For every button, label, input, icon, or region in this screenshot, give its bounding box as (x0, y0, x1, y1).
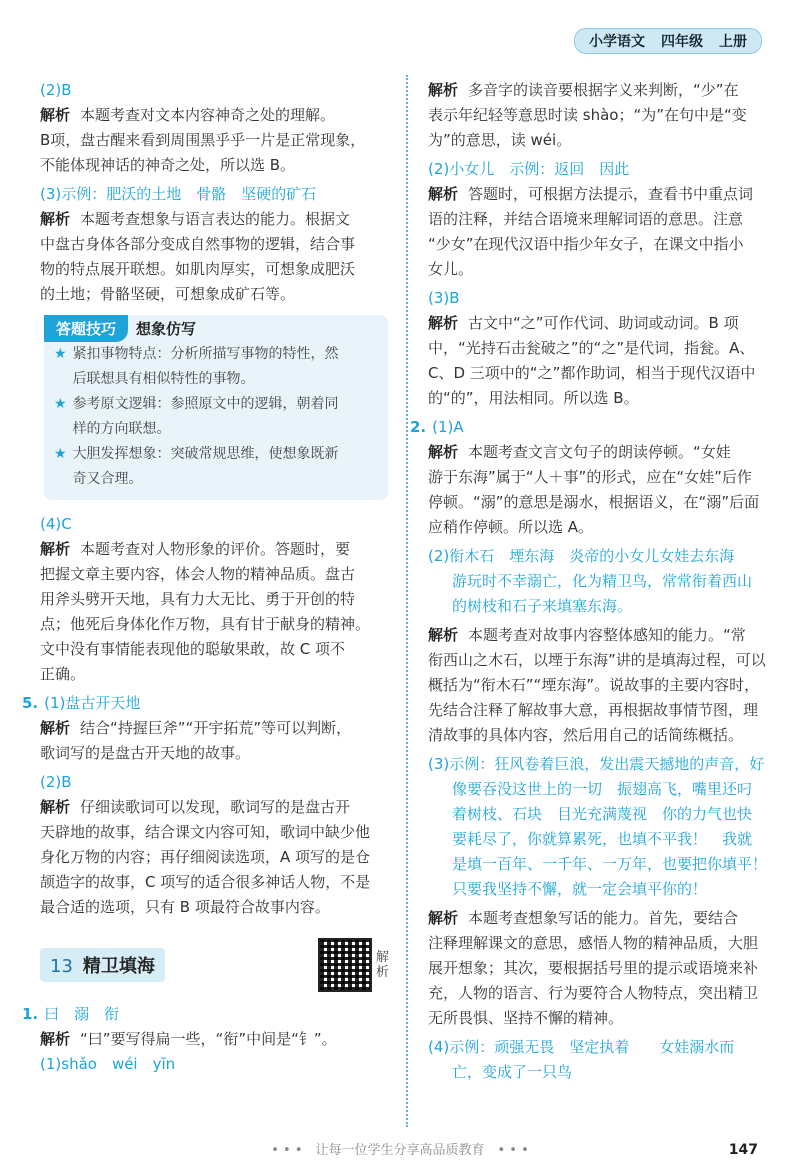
answer-label: (1)A (432, 418, 464, 436)
analysis-block: 解析 本题考查对故事内容整体感知的能力。“常 衔西山之木石，以堙于东海”讲的是填海过程，可以 概括为“衔木石”“堙东海”。说故事的主要内容时， 先结合注释了解故事大意，再根据故事情节图，理 清故事的具体内容，然后用自己的话简练概括。 (428, 626, 766, 744)
analysis-block: 解析 本题考查对文本内容神奇之处的理解。 B项，盘古醒来看到周围黑乎乎一片是正常现象， 不能体现神话的神奇之处，所以选 B。 (40, 103, 390, 178)
analysis-tag: 解析 (40, 106, 71, 124)
answer-label: (4)C (40, 515, 72, 533)
column-divider (406, 75, 408, 1127)
analysis-block: 解析 本题考查想象写话的能力。首先，要结合 注释理解课文的意思，感悟人物的精神品质，大胆 展开想象；其次，要根据括号里的提示或语境来补 充，人物的语言、行为要符合人物特点，突出精卫 无所畏惧、坚持不懈的精神。 (428, 909, 759, 1027)
lesson-number: 13 (50, 956, 73, 977)
volume-label: 上册 (719, 34, 747, 50)
analysis-block: 解析 结合“持握巨斧”“开宇拓荒”等可以判断， 歌词写的是盘古开天地的故事。 (40, 719, 352, 762)
answer-label: (1)shǎo wéi yīn (40, 1055, 176, 1073)
lesson-name: 精卫填海 (82, 956, 155, 977)
answer-block: (4)示例：顽强无畏 坚定执着 女娃溺水而 亡，变成了一只鸟 (428, 1038, 735, 1081)
question-number: 2. (410, 418, 427, 436)
subject-label: 小学语文 (589, 34, 645, 50)
tips-badge: 答题技巧 (44, 315, 128, 342)
answer-block: (2)衔木石 堙东海 炎帝的小女儿女娃去东海 游玩时不幸溺亡，化为精卫鸟，常常衔着西山 的树枝和石子来填塞东海。 (428, 547, 753, 615)
answer-block: (3)示例：狂风卷着巨浪，发出震天撼地的声音，好 像要吞没这世上的一切 振翅高飞，嘴里还叼 着树枝、石块 目光充满蔑视 你的力气也快 要耗尽了，你就算累死，也填不平我！ 我就 是填一百年、一千年、一万年，也要把你填平！ 只要我坚持不懈，就一定会填平你的！ (428, 755, 768, 898)
analysis-block: 解析 古文中“之”可作代词、助词或动词。B 项 中，“光持石击瓮破之”的“之”是代词，指瓮。A、 C、D 三项中的“之”都作助词，相当于现代汉语中 的“的”，用法相同。所以选 B。 (428, 314, 756, 407)
analysis-block: 解析 答题时，可根据方法提示，查看书中重点词 语的注释，并结合语境来理解词语的意思。注意 “少女”在现代汉语中指少年女子，在课文中指小 女儿。 (428, 185, 754, 278)
analysis-block: 解析 仔细读歌词可以发现，歌词写的是盘古开 天辟地的故事，结合课文内容可知，歌词中缺少他 身化万物的内容；再仔细阅读选项，A 项写的是仓 颉造字的故事，C 项写的适合很多神话人物，不是 最合适的选项，只有 B 项最符合故事内容。 (40, 798, 371, 916)
qr-label: 解析 (376, 950, 390, 980)
analysis-block: 解析 本题考查想象与语言表达的能力。根据文 中盘古身体各部分变成自然事物的逻辑，结合事 物的特点展开联想。如肌肉厚实，可想象成肥沃 的土地；骨骼坚硬，可想象成矿石等。 (40, 210, 356, 303)
star-icon: ★ (54, 446, 67, 462)
right-column (410, 78, 768, 1089)
grade-label: 四年级 (661, 34, 703, 50)
tips-subtitle: 想象仿写 (136, 320, 197, 338)
answer-label: (2)小女儿 示例：返回 因此 (428, 160, 630, 178)
star-icon: ★ (54, 346, 67, 362)
lesson-title (40, 948, 165, 982)
book-header-badge (574, 28, 762, 54)
page-number: 147 (728, 1142, 758, 1158)
answer-label: (1)盘古开天地 (44, 694, 141, 712)
answer-label: 曰 溺 衔 (44, 1005, 120, 1023)
answer-label: (3)示例：肥沃的土地 骨骼 坚硬的矿石 (40, 185, 317, 203)
tips-box: 答题技巧 想象仿写 ★ 紧扣事物特点：分析所描写事物的特性，然 后联想具有相似特性的事物。 ★ 参考原文逻辑：参照原文中的逻辑，朝着同 样的方向联想。 ★ 大胆发挥想象：突破常规思维，使想象既新 奇又合理。 (44, 315, 388, 500)
question-number: 5. (22, 694, 39, 712)
star-icon: ★ (54, 396, 67, 412)
analysis-block: 解析 本题考查对人物形象的评价。答题时，要 把握文章主要内容，体会人物的精神品质。盘古 用斧头劈开天地，具有力大无比、勇于开创的特 点；他死后身体化作万物，具有甘于献身的精神。 文中没有事情能表现他的聪敏果敢，故 C 项不 正确。 (40, 540, 371, 683)
left-column: (2)B 解析 本题考查对文本内容神奇之处的理解。 B项，盘古醒来看到周围黑乎乎一片是正常现象， 不能体现神话的神奇之处，所以选 B。 (3)示例：肥沃的土地 骨骼 坚硬的矿石 解析 本题考查想象与语言表达的能力。根据文 中盘古身体各部分变成自然事物的逻辑，结合事 物的特点展开联想。如肌肉厚实，可想象成肥沃 的土地；骨骼坚硬，可想象成矿石等。 答题技巧 想象仿写 ★ 紧扣事物特点：分析所描写事物的特性，然 后联想具有相似特性的事物。 ★ 参考原文逻辑：参照原文中的逻辑，朝着同 样的方向联想。 ★ 大胆发挥想象：突破常规思维，使想象既新 奇又合理。 (4)C 解析 本题考查对人物形象的评价。答题时，要 把握文章主要内容，体会人物的精神品质。盘古 用斧头劈开天地，具有力大无比、勇于开创的特 点；他死后身体化作万物，具有甘于献身的精神。 文中没有事情能表现他的聪敏果敢，故 C 项不 正确。 5. (1)盘古开天地 解析 结合“持握巨斧”“开宇拓荒”等可以判断， 歌词写的是盘古开天地的故事。 (2)B 解析 仔细读歌词可以发现，歌词写的是盘古开 天辟地的故事，结合课文内容可知，歌词中缺少他 身化万物的内容；再仔细阅读选项，A 项写的是仓 颉造字的故事，C 项写的适合很多神话人物，不是 最合适的选项，只有 B 项最符合故事内容。 13 精卫填海 解析 1. 曰 溺 衔 解析 “曰”要写得扁一些，“衔”中间是“钅”。 (1)shǎo wéi yīn (40, 78, 390, 1077)
footer-slogan: • • • 让每一位学生分享高品质教育 • • • (271, 1143, 529, 1158)
analysis-block: 解析 本题考查文言文句子的朗读停顿。“女娃 游于东海”属于“人＋事”的形式，应在“女娃”后作 停顿。“溺”的意思是溺水，根据语义，在“溺”后面 应稍作停顿。所以选 A。 (428, 443, 760, 536)
qr-code-image[interactable] (318, 938, 372, 992)
lesson-heading (40, 938, 390, 992)
qr-code[interactable] (318, 938, 390, 992)
answer-label: (3)B (428, 289, 460, 307)
analysis-block: 解析 多音字的读音要根据字义来判断，“少”在 表示年纪轻等意思时读 shào；“为”在句中是“变 为”的意思，读 wéi。 (428, 81, 747, 149)
answer-label: (2)B (40, 773, 72, 791)
question-number: 1. (22, 1005, 39, 1023)
answer-label: (2)B (40, 81, 72, 99)
